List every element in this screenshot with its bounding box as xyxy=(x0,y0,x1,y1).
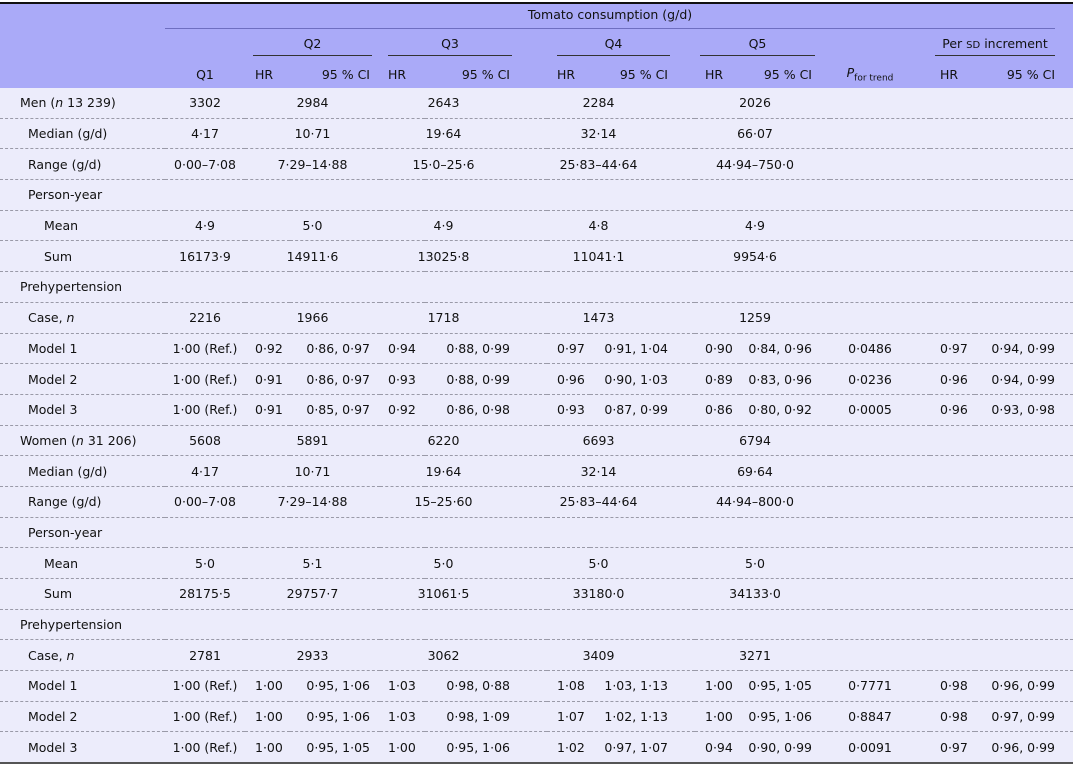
value-cell: 4·9 xyxy=(695,210,830,241)
value-cell: 1·02, 1·13 xyxy=(590,701,695,732)
p-trend-header: $P_{for trend}$ xyxy=(846,64,894,84)
table-row xyxy=(0,364,1073,395)
row-label: Model 3 xyxy=(0,394,165,425)
value-cell: 0·89 xyxy=(695,364,740,395)
q3-header: Q3 xyxy=(388,36,512,56)
value-cell: 0·80, 0·92 xyxy=(740,394,830,425)
value-cell: 25·83–44·64 xyxy=(547,149,695,180)
value-cell: 3302 xyxy=(165,88,245,118)
value-cell: 6794 xyxy=(695,425,830,456)
q2-header: Q2 xyxy=(253,36,372,56)
value-cell: 16173·9 xyxy=(165,241,245,272)
empty-cell xyxy=(830,579,1073,610)
value-cell: 2284 xyxy=(547,88,695,118)
value-cell: 34133·0 xyxy=(695,579,830,610)
results-table-container xyxy=(0,2,1073,764)
empty-cell xyxy=(830,425,1073,456)
ci-header: 95 % CI xyxy=(763,66,812,82)
value-cell: 0·90 xyxy=(695,333,740,364)
value-cell: 0·91, 1·04 xyxy=(590,333,695,364)
table-row xyxy=(0,425,1073,456)
value-cell: 0·93, 0·98 xyxy=(975,394,1073,425)
table-row xyxy=(0,456,1073,487)
value-cell: 1·02 xyxy=(547,732,590,763)
value-cell: 1·00 (Ref.) xyxy=(165,394,245,425)
value-cell: 0·96, 0·99 xyxy=(975,732,1073,763)
table-row xyxy=(0,701,1073,732)
row-label: Prehypertension xyxy=(0,609,165,640)
value-cell: 0·86, 0·97 xyxy=(290,364,380,395)
value-cell: 0·00–7·08 xyxy=(165,486,245,517)
table-row xyxy=(0,548,1073,579)
empty-cell xyxy=(830,118,1073,149)
value-cell: 0·88, 0·99 xyxy=(425,333,547,364)
value-cell: 1·00 xyxy=(380,732,425,763)
value-cell: 10·71 xyxy=(245,456,380,487)
value-cell: 6220 xyxy=(380,425,547,456)
table-row xyxy=(0,210,1073,241)
value-cell: 3271 xyxy=(695,640,830,671)
group-title: Tomato consumption (g/d) xyxy=(527,7,693,22)
row-label: Men (n 13 239) xyxy=(0,88,165,118)
row-label: Model 1 xyxy=(0,671,165,702)
value-cell: 0·98, 0·88 xyxy=(425,671,547,702)
row-label: Case, n xyxy=(0,302,165,333)
value-cell: 28175·5 xyxy=(165,579,245,610)
table-row xyxy=(0,671,1073,702)
row-label: Sum xyxy=(0,579,165,610)
value-cell: 0·97 xyxy=(930,732,975,763)
ci-header: 95 % CI xyxy=(321,66,370,82)
value-cell: 5·0 xyxy=(695,548,830,579)
ci-header: 95 % CI xyxy=(619,66,668,82)
value-cell: 0·91 xyxy=(245,394,290,425)
value-cell: 1473 xyxy=(547,302,695,333)
value-cell: 5·0 xyxy=(380,548,547,579)
value-cell: 2026 xyxy=(695,88,830,118)
value-cell: 44·94–750·0 xyxy=(695,149,830,180)
row-label: Model 2 xyxy=(0,701,165,732)
value-cell: 13025·8 xyxy=(380,241,547,272)
value-cell: 0·86, 0·98 xyxy=(425,394,547,425)
value-cell: 1·00 (Ref.) xyxy=(165,732,245,763)
value-cell: 0·95, 1·06 xyxy=(290,701,380,732)
table-body xyxy=(0,88,1073,763)
value-cell: 0·93 xyxy=(547,394,590,425)
value-cell: 2984 xyxy=(245,88,380,118)
value-cell: 0·90, 0·99 xyxy=(740,732,830,763)
empty-cell xyxy=(830,149,1073,180)
value-cell: 2781 xyxy=(165,640,245,671)
value-cell: 0·87, 0·99 xyxy=(590,394,695,425)
value-cell: 33180·0 xyxy=(547,579,695,610)
ci-header: 95 % CI xyxy=(461,66,510,82)
table-header xyxy=(0,3,1073,88)
table-row xyxy=(0,732,1073,763)
row-label: Median (g/d) xyxy=(0,456,165,487)
value-cell: 0·0486 xyxy=(830,333,930,364)
value-cell: 0·97, 1·07 xyxy=(590,732,695,763)
hr-header: HR xyxy=(705,66,724,82)
row-label: Model 1 xyxy=(0,333,165,364)
table-row xyxy=(0,118,1073,149)
value-cell: 0·97 xyxy=(930,333,975,364)
table-row xyxy=(0,149,1073,180)
empty-cell xyxy=(830,548,1073,579)
table-row xyxy=(0,241,1073,272)
value-cell: 0·0005 xyxy=(830,394,930,425)
empty-cell xyxy=(830,486,1073,517)
value-cell: 5·1 xyxy=(245,548,380,579)
row-label: Model 2 xyxy=(0,364,165,395)
table-row xyxy=(0,88,1073,118)
row-label: Prehypertension xyxy=(0,272,165,303)
value-cell: 2643 xyxy=(380,88,547,118)
hr-header: HR xyxy=(557,66,576,82)
value-cell: 1259 xyxy=(695,302,830,333)
value-cell: 69·64 xyxy=(695,456,830,487)
value-cell: 15–25·60 xyxy=(380,486,547,517)
value-cell: 0·97 xyxy=(547,333,590,364)
value-cell: 0·94 xyxy=(380,333,425,364)
table-row xyxy=(0,517,1073,548)
value-cell: 5608 xyxy=(165,425,245,456)
value-cell: 1·03 xyxy=(380,701,425,732)
value-cell: 29757·7 xyxy=(245,579,380,610)
value-cell: 1·03, 1·13 xyxy=(590,671,695,702)
value-cell: 0·0091 xyxy=(830,732,930,763)
empty-cell xyxy=(165,517,1073,548)
value-cell: 1·07 xyxy=(547,701,590,732)
value-cell: 6693 xyxy=(547,425,695,456)
value-cell: 0·91 xyxy=(245,364,290,395)
value-cell: 4·8 xyxy=(547,210,695,241)
empty-cell xyxy=(830,456,1073,487)
empty-cell xyxy=(830,241,1073,272)
hr-header: HR xyxy=(940,66,959,82)
value-cell: 0·96 xyxy=(930,364,975,395)
value-cell: 0·97, 0·99 xyxy=(975,701,1073,732)
value-cell: 0·7771 xyxy=(830,671,930,702)
empty-cell xyxy=(165,272,1073,303)
row-label: Sum xyxy=(0,241,165,272)
value-cell: 1·00 xyxy=(695,701,740,732)
value-cell: 0·94, 0·99 xyxy=(975,333,1073,364)
value-cell: 10·71 xyxy=(245,118,380,149)
value-cell: 0·86 xyxy=(695,394,740,425)
value-cell: 1·00 xyxy=(245,732,290,763)
value-cell: 1·00 (Ref.) xyxy=(165,701,245,732)
value-cell: 32·14 xyxy=(547,118,695,149)
value-cell: 0·95, 1·06 xyxy=(740,701,830,732)
value-cell: 4·17 xyxy=(165,456,245,487)
value-cell: 0·88, 0·99 xyxy=(425,364,547,395)
value-cell: 0·98 xyxy=(930,671,975,702)
value-cell: 0·92 xyxy=(245,333,290,364)
value-cell: 0·95, 1·06 xyxy=(425,732,547,763)
group-header xyxy=(165,3,1073,32)
row-label: Median (g/d) xyxy=(0,118,165,149)
value-cell: 25·83–44·64 xyxy=(547,486,695,517)
value-cell: 0·95, 1·05 xyxy=(740,671,830,702)
empty-cell xyxy=(165,609,1073,640)
row-label: Range (g/d) xyxy=(0,149,165,180)
q4-header: Q4 xyxy=(557,36,670,56)
value-cell: 1·00 xyxy=(695,671,740,702)
table-row xyxy=(0,180,1073,211)
value-cell: 5891 xyxy=(245,425,380,456)
row-label: Case, n xyxy=(0,640,165,671)
value-cell: 3062 xyxy=(380,640,547,671)
empty-cell xyxy=(830,88,1073,118)
value-cell: 0·00–7·08 xyxy=(165,149,245,180)
value-cell: 0·96 xyxy=(930,394,975,425)
table-row xyxy=(0,640,1073,671)
value-cell: 0·83, 0·96 xyxy=(740,364,830,395)
value-cell: 2216 xyxy=(165,302,245,333)
empty-cell xyxy=(830,302,1073,333)
value-cell: 5·0 xyxy=(547,548,695,579)
value-cell: 1966 xyxy=(245,302,380,333)
row-label: Mean xyxy=(0,210,165,241)
value-cell: 5·0 xyxy=(245,210,380,241)
value-cell: 0·84, 0·96 xyxy=(740,333,830,364)
empty-cell xyxy=(830,210,1073,241)
table-row xyxy=(0,394,1073,425)
value-cell: 7·29–14·88 xyxy=(245,149,380,180)
value-cell: 0·90, 1·03 xyxy=(590,364,695,395)
value-cell: 5·0 xyxy=(165,548,245,579)
hr-header: HR xyxy=(388,66,407,82)
value-cell: 1·03 xyxy=(380,671,425,702)
value-cell: 4·17 xyxy=(165,118,245,149)
hr-header: HR xyxy=(255,66,274,82)
value-cell: 1·00 xyxy=(245,701,290,732)
row-label: Model 3 xyxy=(0,732,165,763)
value-cell: 0·95, 1·06 xyxy=(290,671,380,702)
value-cell: 66·07 xyxy=(695,118,830,149)
ci-header: 95 % CI xyxy=(1006,66,1056,82)
value-cell: 4·9 xyxy=(380,210,547,241)
table-row xyxy=(0,579,1073,610)
value-cell: 0·0236 xyxy=(830,364,930,395)
value-cell: 4·9 xyxy=(165,210,245,241)
value-cell: 19·64 xyxy=(380,118,547,149)
value-cell: 9954·6 xyxy=(695,241,830,272)
table-row xyxy=(0,272,1073,303)
value-cell: 14911·6 xyxy=(245,241,380,272)
empty-cell xyxy=(830,640,1073,671)
value-cell: 0·86, 0·97 xyxy=(290,333,380,364)
table-row xyxy=(0,486,1073,517)
value-cell: 44·94–800·0 xyxy=(695,486,830,517)
value-cell: 0·95, 1·05 xyxy=(290,732,380,763)
value-cell: 1·08 xyxy=(547,671,590,702)
q1-header: Q1 xyxy=(196,66,214,82)
value-cell: 19·64 xyxy=(380,456,547,487)
value-cell: 0·94 xyxy=(695,732,740,763)
value-cell: 0·85, 0·97 xyxy=(290,394,380,425)
value-cell: 0·94, 0·99 xyxy=(975,364,1073,395)
q5-header: Q5 xyxy=(700,36,815,56)
value-cell: 7·29–14·88 xyxy=(245,486,380,517)
empty-cell xyxy=(165,180,1073,211)
value-cell: 1·00 (Ref.) xyxy=(165,333,245,364)
value-cell: 1·00 (Ref.) xyxy=(165,671,245,702)
table-row xyxy=(0,302,1073,333)
value-cell: 0·96 xyxy=(547,364,590,395)
row-label: Mean xyxy=(0,548,165,579)
value-cell: 1718 xyxy=(380,302,547,333)
value-cell: 1·00 (Ref.) xyxy=(165,364,245,395)
value-cell: 0·98, 1·09 xyxy=(425,701,547,732)
tomato-consumption-table xyxy=(0,2,1073,764)
value-cell: 31061·5 xyxy=(380,579,547,610)
row-label: Person-year xyxy=(0,180,165,211)
row-label: Range (g/d) xyxy=(0,486,165,517)
value-cell: 2933 xyxy=(245,640,380,671)
value-cell: 3409 xyxy=(547,640,695,671)
table-row xyxy=(0,609,1073,640)
sd-increment-header: Per SD increment xyxy=(935,36,1055,56)
row-label: Person-year xyxy=(0,517,165,548)
value-cell: 0·92 xyxy=(380,394,425,425)
value-cell: 32·14 xyxy=(547,456,695,487)
row-label: Women (n 31 206) xyxy=(0,425,165,456)
value-cell: 0·8847 xyxy=(830,701,930,732)
value-cell: 0·96, 0·99 xyxy=(975,671,1073,702)
value-cell: 15·0–25·6 xyxy=(380,149,547,180)
value-cell: 11041·1 xyxy=(547,241,695,272)
table-row xyxy=(0,333,1073,364)
value-cell: 0·93 xyxy=(380,364,425,395)
value-cell: 0·98 xyxy=(930,701,975,732)
value-cell: 1·00 xyxy=(245,671,290,702)
